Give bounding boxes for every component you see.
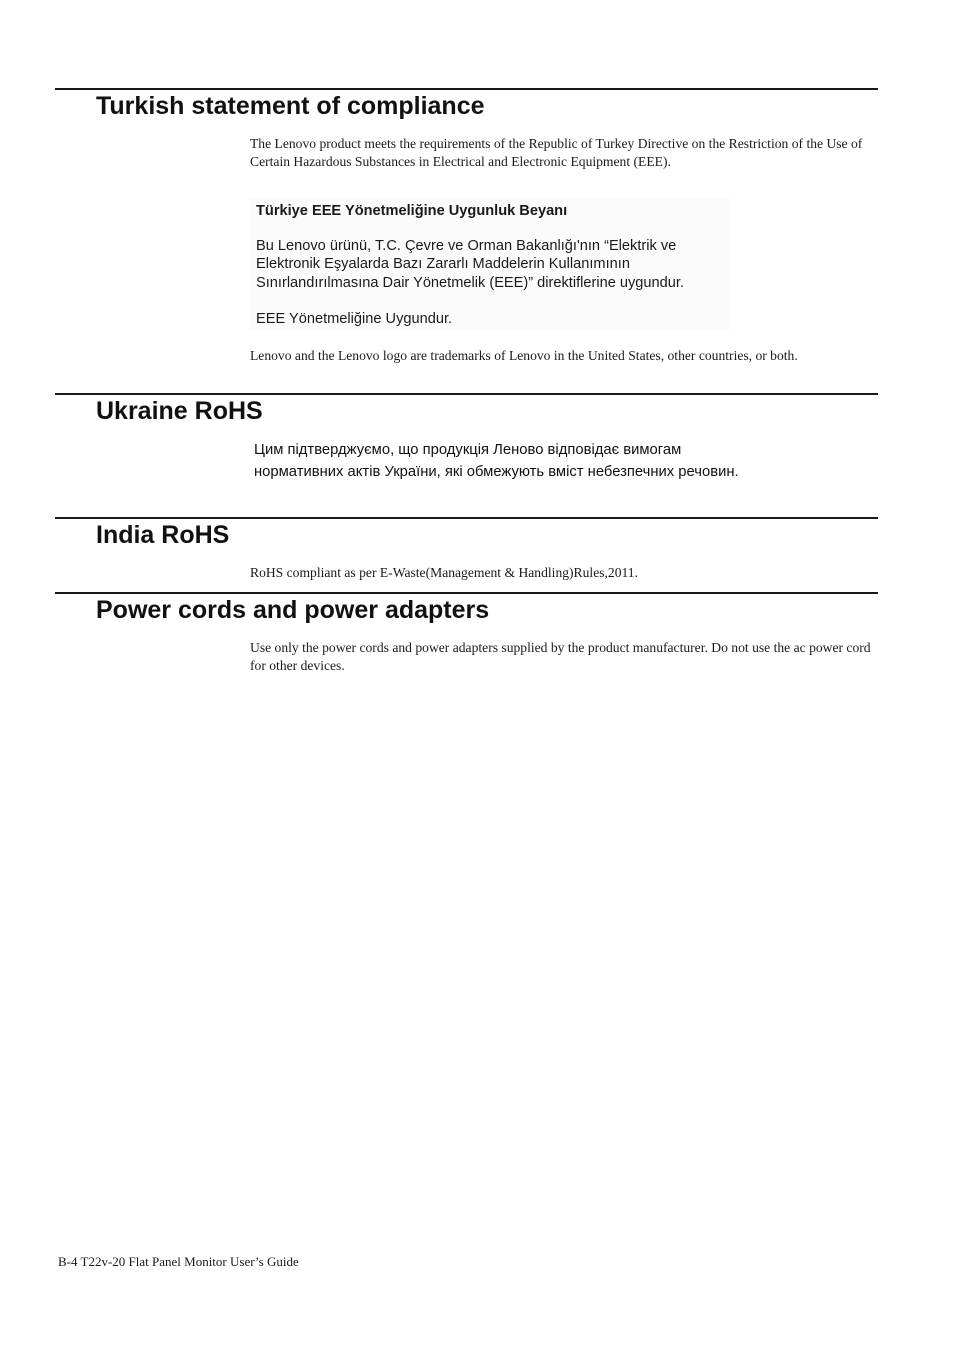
turkish-heading: Turkish statement of compliance <box>96 92 485 120</box>
india-heading: India RoHS <box>96 521 230 549</box>
section-divider-power <box>55 592 878 594</box>
page-footer: B-4 T22v-20 Flat Panel Monitor User’s Guide <box>58 1254 299 1269</box>
section-divider-turkish <box>55 88 878 90</box>
turkish-declaration-body: Bu Lenovo ürünü, T.C. Çevre ve Orman Bakanlığı'nın “Elektrik ve Elektronik Eşyalarda Bazı Zararlı Maddelerin Kullanımının Sınırlandırılmasına Dair Yönetmelik (EEE)” direktiflerine uygundur. <box>256 238 684 291</box>
turkish-declaration-box <box>250 198 730 330</box>
power-statement: Use only the power cords and power adapters supplied by the product manufacturer. Do not use the ac power cord for other devices. <box>250 640 871 673</box>
section-divider-india <box>55 517 878 519</box>
turkish-intro-paragraph: The Lenovo product meets the requirements of the Republic of Turkey Directive on the Restriction of the Use of Certain Hazardous Substances in Electrical and Electronic Equipment (EEE). <box>250 136 863 169</box>
power-heading: Power cords and power adapters <box>96 596 490 624</box>
trademark-paragraph: Lenovo and the Lenovo logo are trademarks of Lenovo in the United States, other countries, or both. <box>250 348 798 363</box>
ukraine-heading: Ukraine RoHS <box>96 397 263 425</box>
ukraine-statement: Цим підтверджуємо, що продукція Леново відповідає вимогам нормативних актів України, які обмежують вміст небезпечних речовин. <box>254 442 739 480</box>
turkish-declaration-footer: EEE Yönetmeliğine Uygundur. <box>256 311 453 327</box>
india-statement: RoHS compliant as per E-Waste(Management & Handling)Rules,2011. <box>250 565 639 580</box>
section-divider-ukraine <box>55 393 878 395</box>
turkish-declaration-title: Türkiye EEE Yönetmeliğine Uygunluk Beyanı <box>256 203 568 219</box>
